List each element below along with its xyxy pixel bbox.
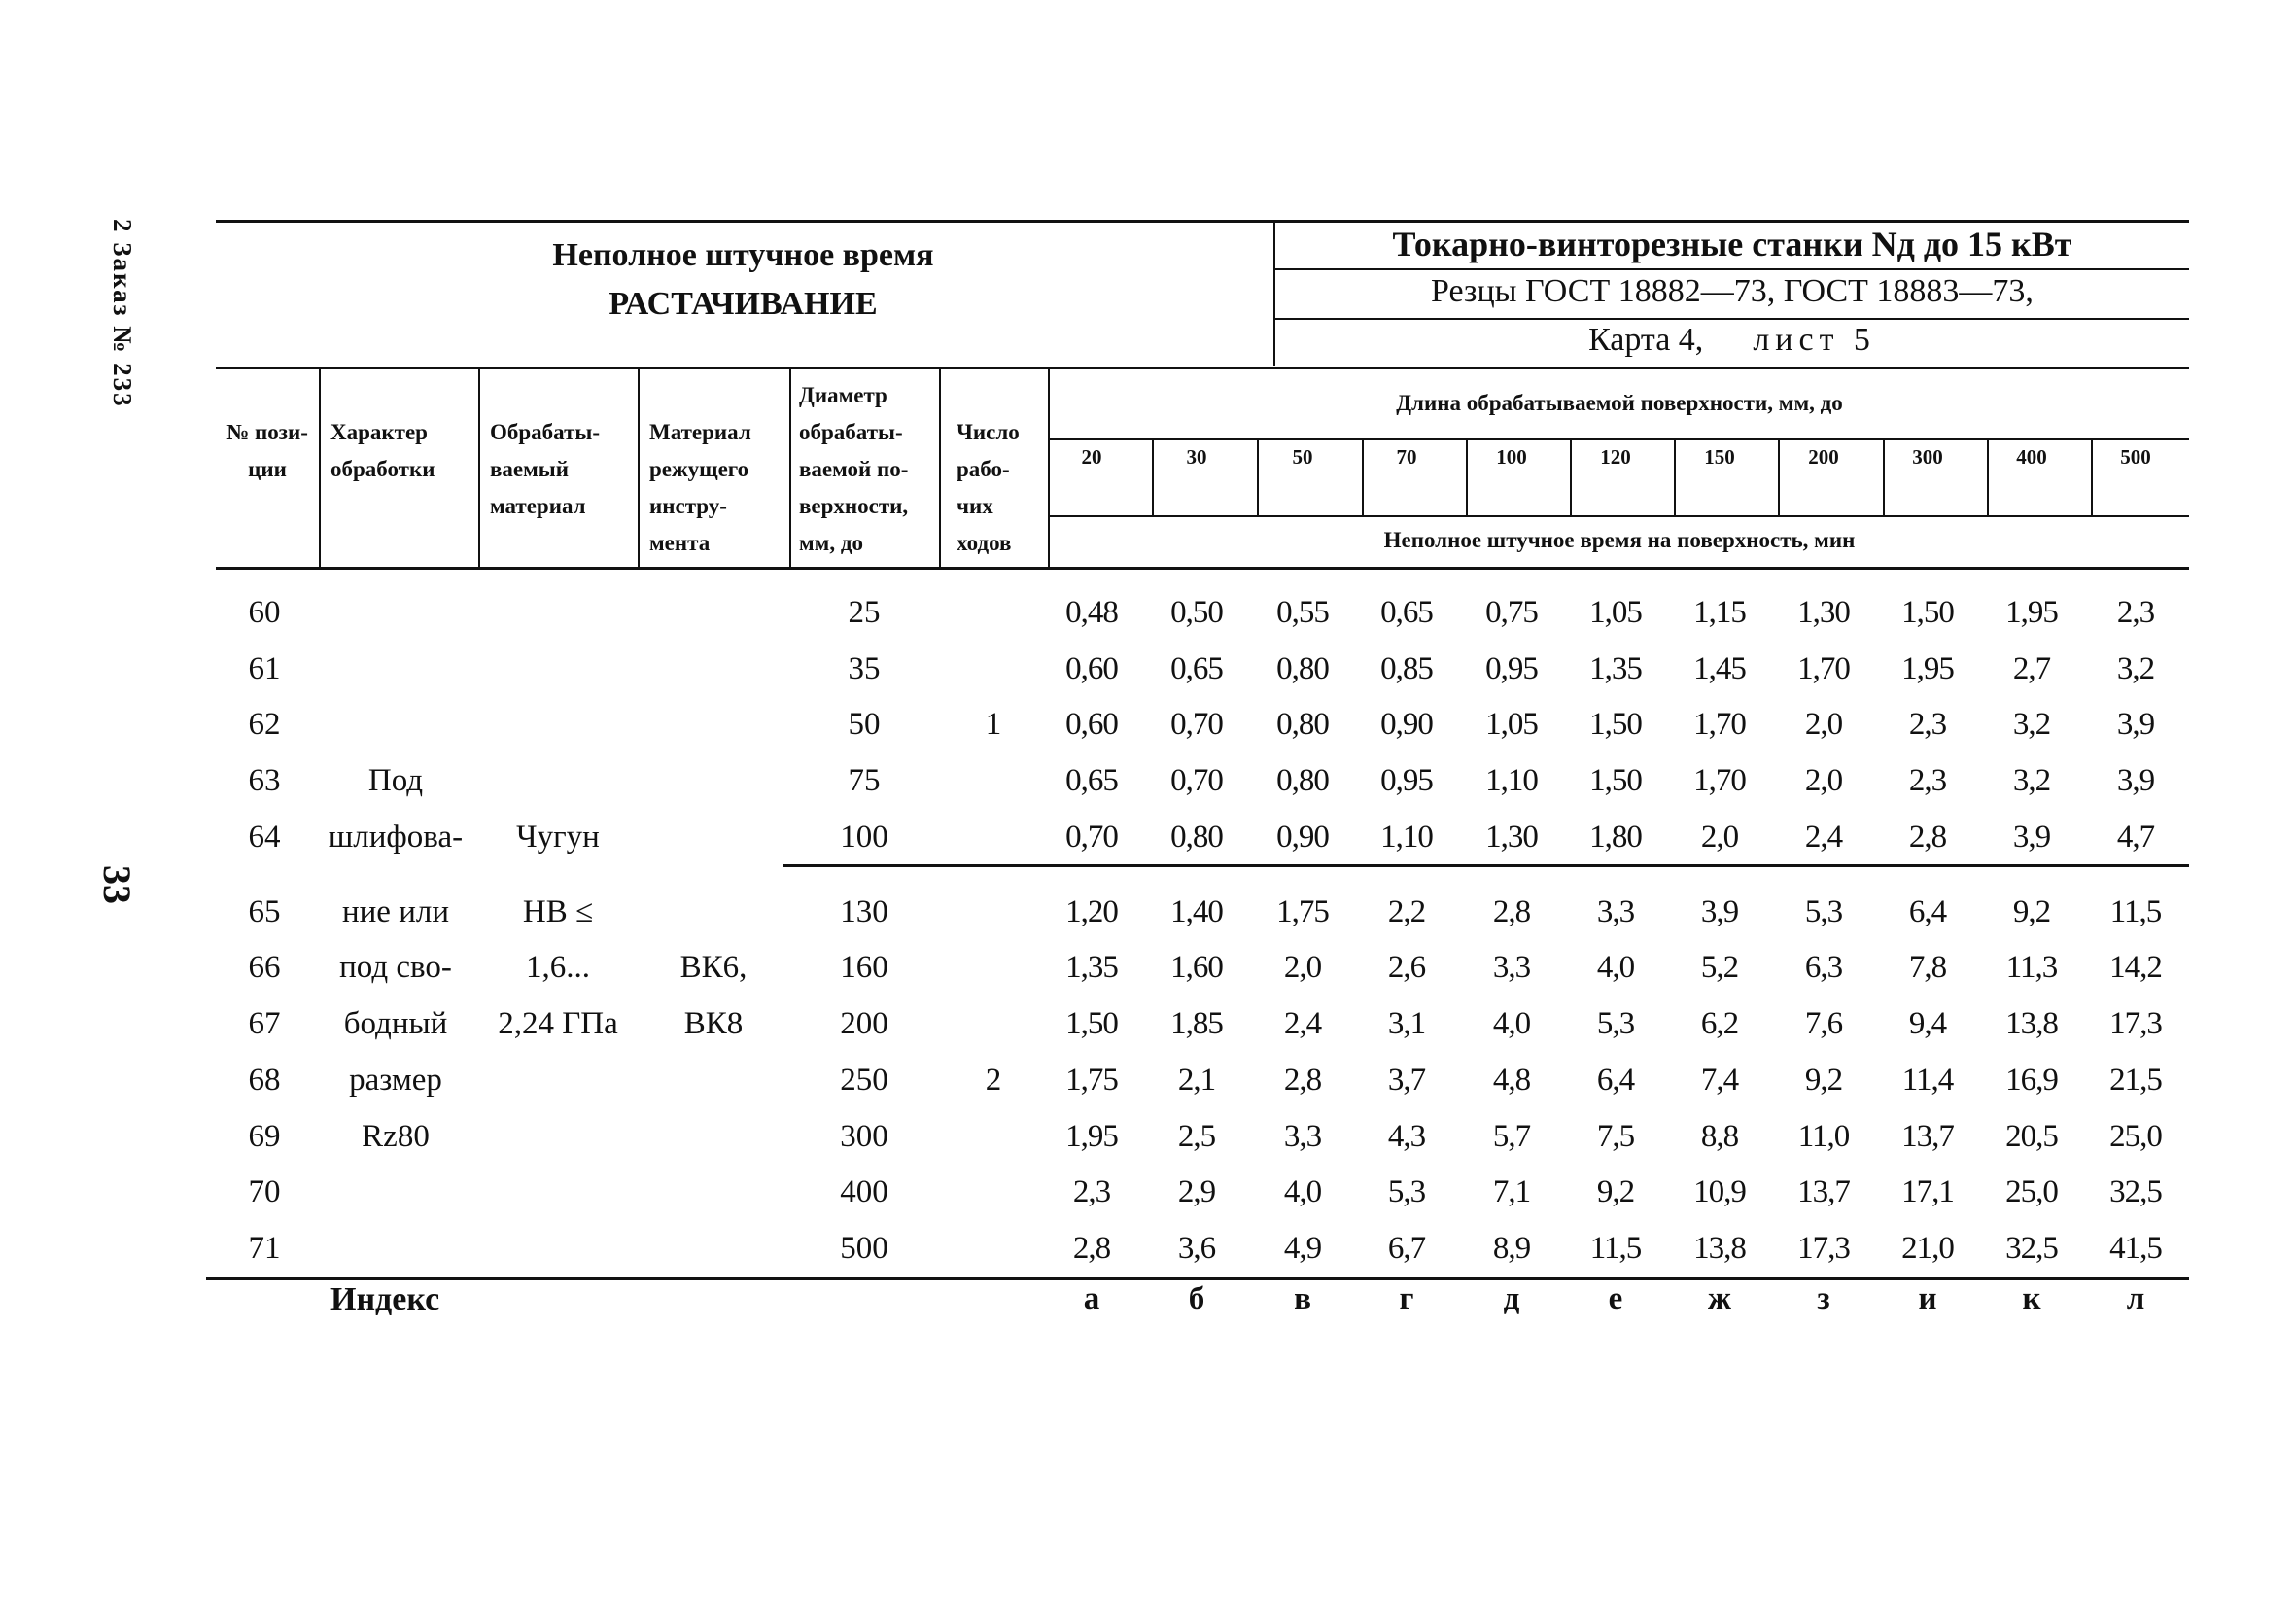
tool-text: ВК6, — [679, 950, 748, 985]
time-value: 7,5 — [1596, 1119, 1635, 1154]
time-value: 1,60 — [1170, 950, 1223, 985]
time-value: 17,3 — [2109, 1006, 2162, 1041]
time-value: 1,30 — [1797, 595, 1850, 630]
time-value: 21,5 — [2109, 1063, 2162, 1098]
time-value: 6,4 — [1596, 1063, 1635, 1098]
col-sep-1 — [319, 367, 321, 568]
length-header-150: 150 — [1704, 445, 1735, 469]
time-value: 1,95 — [1065, 1119, 1118, 1154]
diameter-value: 75 — [848, 763, 881, 798]
index-label: Индекс — [330, 1281, 440, 1317]
time-value: 5,2 — [1700, 950, 1739, 985]
time-value: 1,50 — [1589, 707, 1642, 742]
time-value: 1,05 — [1589, 595, 1642, 630]
body-bottom-rule — [206, 1277, 2189, 1280]
time-value: 2,9 — [1177, 1174, 1216, 1209]
time-value: 0,95 — [1380, 763, 1433, 798]
index-letter: л — [2126, 1281, 2145, 1316]
time-value: 0,65 — [1170, 651, 1223, 686]
time-value: 4,0 — [1596, 950, 1635, 985]
material-text: 2,24 ГПа — [498, 1006, 618, 1041]
character-text: Rz80 — [362, 1119, 430, 1154]
time-value: 0,90 — [1380, 707, 1433, 742]
diameter-value: 250 — [840, 1063, 888, 1098]
length-header-70: 70 — [1396, 445, 1417, 469]
col-sep-2 — [478, 367, 480, 568]
time-value: 0,80 — [1170, 820, 1223, 855]
index-letter: в — [1294, 1281, 1311, 1316]
sheet-number: лист 5 — [1753, 322, 1876, 358]
time-value: 9,2 — [1596, 1174, 1635, 1209]
time-value: 1,75 — [1065, 1063, 1118, 1098]
position-number: 65 — [248, 894, 281, 929]
col-sep-4 — [789, 367, 791, 568]
time-value: 1,80 — [1589, 820, 1642, 855]
diameter-value: 200 — [840, 1006, 888, 1041]
time-value: 0,70 — [1170, 763, 1223, 798]
time-value: 2,8 — [1492, 894, 1531, 929]
time-value: 11,4 — [1901, 1063, 1954, 1098]
time-value: 1,35 — [1589, 651, 1642, 686]
time-value: 9,2 — [2012, 894, 2051, 929]
time-value: 11,0 — [1797, 1119, 1850, 1154]
time-value: 4,0 — [1283, 1174, 1322, 1209]
side-order-note: 2 Заказ № 233 — [108, 219, 137, 408]
time-value: 3,7 — [1387, 1063, 1426, 1098]
time-value: 0,48 — [1065, 595, 1118, 630]
character-text: бодный — [343, 1006, 448, 1041]
time-value: 4,3 — [1387, 1119, 1426, 1154]
col-sep-3 — [638, 367, 640, 568]
time-value: 4,8 — [1492, 1063, 1531, 1098]
time-value: 10,9 — [1693, 1174, 1746, 1209]
time-value: 20,5 — [2005, 1119, 2058, 1154]
time-value: 3,2 — [2116, 651, 2155, 686]
diameter-value: 400 — [840, 1174, 888, 1209]
time-value: 11,5 — [1589, 1231, 1642, 1266]
header-rule-1 — [1275, 268, 2189, 270]
index-letter: ж — [1708, 1281, 1731, 1316]
time-value: 6,4 — [1908, 894, 1947, 929]
position-number: 67 — [248, 1006, 281, 1041]
time-value: 13,8 — [2005, 1006, 2058, 1041]
time-title: Неполное штучное время на поверхность, мин — [1383, 528, 1856, 552]
time-value: 17,1 — [1901, 1174, 1954, 1209]
time-value: 2,3 — [1072, 1174, 1111, 1209]
position-number: 61 — [248, 651, 281, 686]
time-value: 8,9 — [1492, 1231, 1531, 1266]
index-letter: к — [2022, 1281, 2041, 1316]
diameter-value: 100 — [840, 820, 888, 855]
material-text: НВ ≤ — [522, 894, 594, 929]
time-value: 1,05 — [1485, 707, 1538, 742]
position-number: 70 — [248, 1174, 281, 1209]
time-value: 13,8 — [1693, 1231, 1746, 1266]
header-top-rule — [216, 220, 2189, 223]
time-value: 2,3 — [2116, 595, 2155, 630]
length-header-300: 300 — [1912, 445, 1943, 469]
time-value: 3,3 — [1492, 950, 1531, 985]
time-value: 7,1 — [1492, 1174, 1531, 1209]
length-header-120: 120 — [1600, 445, 1631, 469]
time-value: 2,0 — [1804, 763, 1843, 798]
position-number: 63 — [248, 763, 281, 798]
time-value: 3,2 — [2012, 707, 2051, 742]
time-value: 2,6 — [1387, 950, 1426, 985]
lengths-title: Длина обрабатываемой поверхности, мм, до — [1396, 391, 1843, 415]
time-value: 3,9 — [2116, 763, 2155, 798]
time-value: 3,2 — [2012, 763, 2051, 798]
time-value: 2,2 — [1387, 894, 1426, 929]
time-value: 41,5 — [2109, 1231, 2162, 1266]
diameter-value: 300 — [840, 1119, 888, 1154]
time-value: 5,7 — [1492, 1119, 1531, 1154]
passes-group-1: 1 — [985, 707, 1002, 742]
time-value: 5,3 — [1596, 1006, 1635, 1041]
material-text: Чугун — [516, 820, 600, 855]
character-text: размер — [349, 1063, 442, 1098]
lengths-bottom-rule — [1050, 515, 2189, 517]
time-value: 1,20 — [1065, 894, 1118, 929]
time-value: 0,60 — [1065, 707, 1118, 742]
time-value: 2,4 — [1804, 820, 1843, 855]
time-value: 0,80 — [1276, 763, 1329, 798]
index-letter: д — [1503, 1281, 1520, 1316]
diameter-value: 160 — [840, 950, 888, 985]
time-value: 0,90 — [1276, 820, 1329, 855]
time-value: 2,1 — [1177, 1063, 1216, 1098]
time-value: 2,3 — [1908, 763, 1947, 798]
time-value: 0,95 — [1485, 651, 1538, 686]
time-value: 1,95 — [1901, 651, 1954, 686]
time-value: 0,65 — [1380, 595, 1433, 630]
header-gost-line: Резцы ГОСТ 18882—73, ГОСТ 18883—73, — [1431, 273, 2034, 309]
time-value: 7,8 — [1908, 950, 1947, 985]
time-value: 2,0 — [1700, 820, 1739, 855]
time-value: 1,35 — [1065, 950, 1118, 985]
time-value: 11,3 — [2005, 950, 2058, 985]
time-value: 2,4 — [1283, 1006, 1322, 1041]
character-text: под сво- — [339, 950, 452, 985]
time-value: 2,7 — [2012, 651, 2051, 686]
time-value: 21,0 — [1901, 1231, 1954, 1266]
time-value: 2,8 — [1908, 820, 1947, 855]
time-value: 0,50 — [1170, 595, 1223, 630]
position-number: 66 — [248, 950, 281, 985]
character-text: ние или — [341, 894, 449, 929]
diameter-value: 130 — [840, 894, 888, 929]
time-value: 4,0 — [1492, 1006, 1531, 1041]
time-value: 0,80 — [1276, 707, 1329, 742]
time-value: 32,5 — [2109, 1174, 2162, 1209]
index-letter: б — [1188, 1281, 1205, 1316]
time-value: 17,3 — [1797, 1231, 1850, 1266]
time-value: 3,9 — [2012, 820, 2051, 855]
time-value: 1,30 — [1485, 820, 1538, 855]
time-value: 1,40 — [1170, 894, 1223, 929]
time-value: 8,8 — [1700, 1119, 1739, 1154]
time-value: 13,7 — [1901, 1119, 1954, 1154]
col-header-material: Обрабаты-ваемый материал — [490, 420, 601, 518]
time-value: 3,3 — [1596, 894, 1635, 929]
header-subtitle: РАСТАЧИВАНИЕ — [609, 286, 878, 322]
diameter-value: 500 — [840, 1231, 888, 1266]
time-value: 0,80 — [1276, 651, 1329, 686]
colheader-top-rule — [216, 367, 2189, 369]
time-value: 5,3 — [1387, 1174, 1426, 1209]
index-letter: г — [1399, 1281, 1414, 1316]
time-value: 1,50 — [1065, 1006, 1118, 1041]
time-value: 2,0 — [1283, 950, 1322, 985]
time-value: 1,95 — [2005, 595, 2058, 630]
time-value: 3,9 — [1700, 894, 1739, 929]
time-value: 1,45 — [1693, 651, 1746, 686]
time-value: 3,1 — [1387, 1006, 1426, 1041]
time-value: 6,3 — [1804, 950, 1843, 985]
time-value: 7,4 — [1700, 1063, 1739, 1098]
time-value: 1,70 — [1797, 651, 1850, 686]
col-header-character: Характер обработки — [330, 420, 435, 481]
time-value: 32,5 — [2005, 1231, 2058, 1266]
time-value: 9,4 — [1908, 1006, 1947, 1041]
lengths-top-rule — [1050, 438, 2189, 440]
time-value: 2,8 — [1072, 1231, 1111, 1266]
col-header-diameter: Диаметр обрабаты-ваемой по-верхности, мм, до — [799, 383, 909, 555]
time-value: 1,70 — [1693, 707, 1746, 742]
position-number: 68 — [248, 1063, 281, 1098]
colheader-bottom-rule — [216, 567, 2189, 570]
header-card-line — [1275, 322, 2189, 359]
time-value: 1,50 — [1589, 763, 1642, 798]
length-header-30: 30 — [1186, 445, 1207, 469]
time-value: 1,75 — [1276, 894, 1329, 929]
index-letter: а — [1083, 1281, 1100, 1316]
time-value: 1,50 — [1901, 595, 1954, 630]
header-machine-line: Токарно-винторезные станки Nд до 15 кВт — [1392, 225, 2072, 263]
time-value: 0,65 — [1065, 763, 1118, 798]
time-value: 3,9 — [2116, 707, 2155, 742]
time-value: 16,9 — [2005, 1063, 2058, 1098]
time-value: 3,6 — [1177, 1231, 1216, 1266]
time-value: 7,6 — [1804, 1006, 1843, 1041]
length-header-100: 100 — [1496, 445, 1527, 469]
time-value: 1,70 — [1693, 763, 1746, 798]
time-value: 0,60 — [1065, 651, 1118, 686]
length-header-50: 50 — [1292, 445, 1313, 469]
time-value: 25,0 — [2109, 1119, 2162, 1154]
time-value: 0,70 — [1065, 820, 1118, 855]
position-number: 71 — [248, 1231, 281, 1266]
position-number: 64 — [248, 820, 281, 855]
diameter-value: 25 — [848, 595, 881, 630]
time-value: 0,75 — [1485, 595, 1538, 630]
time-value: 9,2 — [1804, 1063, 1843, 1098]
time-value: 6,2 — [1700, 1006, 1739, 1041]
time-value: 14,2 — [2109, 950, 2162, 985]
time-value: 1,15 — [1693, 595, 1746, 630]
col-header-tool: Материал режущего инстру-мента — [649, 420, 751, 555]
time-value: 25,0 — [2005, 1174, 2058, 1209]
position-number: 60 — [248, 595, 281, 630]
length-header-500: 500 — [2120, 445, 2151, 469]
position-number: 69 — [248, 1119, 281, 1154]
time-value: 0,55 — [1276, 595, 1329, 630]
col-header-num: № пози-ции — [226, 420, 308, 481]
time-value: 6,7 — [1387, 1231, 1426, 1266]
time-value: 1,10 — [1485, 763, 1538, 798]
time-value: 2,0 — [1804, 707, 1843, 742]
page-number: 33 — [95, 865, 139, 904]
index-letter: е — [1608, 1281, 1623, 1316]
time-value: 3,3 — [1283, 1119, 1322, 1154]
col-header-passes: Число рабо-чих ходов — [957, 420, 1020, 555]
character-text: Под — [367, 763, 424, 798]
length-header-200: 200 — [1808, 445, 1839, 469]
time-value: 5,3 — [1804, 894, 1843, 929]
time-value: 1,85 — [1170, 1006, 1223, 1041]
character-text: шлифова- — [328, 820, 464, 855]
tool-text: ВК8 — [683, 1006, 744, 1041]
index-letter: з — [1817, 1281, 1830, 1316]
time-value: 2,3 — [1908, 707, 1947, 742]
diameter-value: 50 — [848, 707, 881, 742]
time-value: 1,10 — [1380, 820, 1433, 855]
time-value: 0,85 — [1380, 651, 1433, 686]
header-title: Неполное штучное время — [552, 237, 934, 273]
time-value: 2,5 — [1177, 1119, 1216, 1154]
col-sep-5 — [939, 367, 941, 568]
group-separator — [783, 864, 2189, 867]
time-value: 4,7 — [2116, 820, 2155, 855]
length-header-400: 400 — [2016, 445, 2047, 469]
time-value: 11,5 — [2109, 894, 2162, 929]
material-text: 1,6... — [526, 950, 590, 985]
diameter-value: 35 — [848, 651, 881, 686]
time-value: 4,9 — [1283, 1231, 1322, 1266]
time-value: 13,7 — [1797, 1174, 1850, 1209]
time-value: 2,8 — [1283, 1063, 1322, 1098]
header-rule-2 — [1275, 318, 2189, 320]
passes-group-2: 2 — [985, 1063, 1002, 1098]
index-letter: и — [1918, 1281, 1937, 1316]
position-number: 62 — [248, 707, 281, 742]
time-value: 0,70 — [1170, 707, 1223, 742]
card-number: Карта 4, — [1588, 322, 1704, 358]
length-header-20: 20 — [1081, 445, 1102, 469]
